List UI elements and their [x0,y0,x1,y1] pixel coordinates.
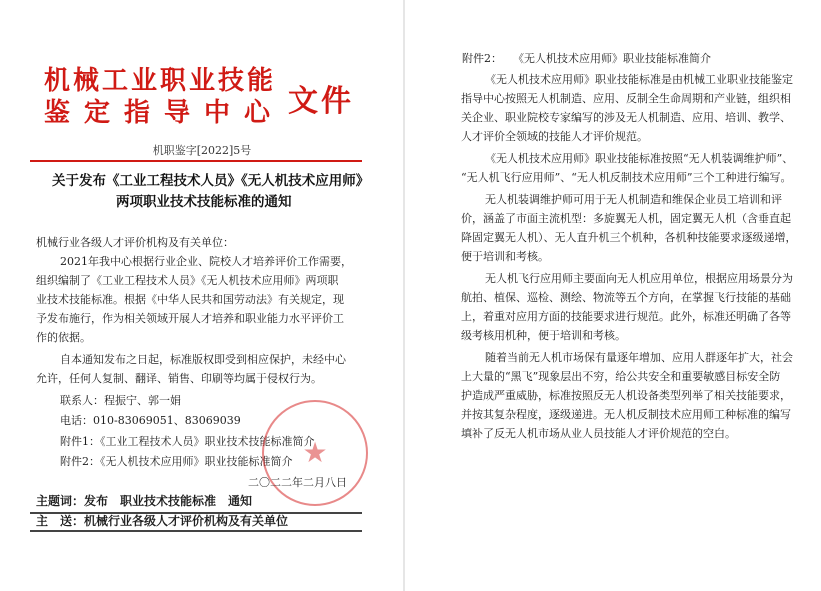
para-line: 上大量的“黑飞”现象层出不穷，给公共安全和重要敏感目标安全防 [461,370,781,383]
notice-title-line1: 关于发布《工业工程技术人员》《无人机技术应用师》 [52,173,370,189]
body-line: 允许，任何人复制、翻译、销售、印刷等均属于侵权行为。 [36,372,322,385]
footer-divider [30,530,362,532]
red-divider [30,160,362,162]
body-line: 予发布施行，作为相关领域开展人才培养和职业能力水平评价工 [36,312,344,325]
notice-page [0,0,404,591]
para-line: 《无人机技术应用师》职业技能标准按照“无人机装调维护师”、 [485,152,794,165]
body-line: 业技术技能标准。根据《中华人民共和国劳动法》有关规定，现 [36,293,344,306]
para-line: 降固定翼无人机）、无人直升机三个机种，各机种技能要求逐级递增， [461,231,797,244]
para-line: 上，着重对应用方面的技能要求进行规范。此外，标准还明确了各等 [461,310,791,323]
para-line: 护造成严重威胁，标准按照反无人机设备类型列举了相关技能要求， [461,389,791,402]
para-line: 关企业、职业院校专家编写的涉及无人机制造、应用、培训、教学、 [461,111,791,124]
para-line: 随着当前无人机市场保有量逐年增加、应用人群逐年扩大，社会 [485,351,793,364]
para-line: 人才评价全领域的技能人才评价规范。 [461,130,648,143]
seal-star-icon: ★ [302,436,328,469]
salutation: 机械行业各级人才评价机构及有关单位： [36,236,234,249]
body-line: 组织编制了《工业工程技术人员》《无人机技术应用师》两项职 [36,274,339,287]
body-line: 2021年我中心根据行业企业、院校人才培养评价工作需要， [60,255,352,268]
attachment-1-line: 附件1：《工业工程技术人员》职业技术技能标准简介 [60,435,315,448]
document-type-label: 文件 [288,84,354,119]
contact-phone: 电话：010-83069051、83069039 [60,414,241,427]
para-line: 《无人机技术应用师》职业技能标准是由机械工业职业技能鉴定 [485,73,793,86]
para-line: 指导中心按照无人机制造、应用、反制全生命周期和产业链，组织相 [461,92,791,105]
para-line: “无人机飞行应用师”、“无人机反制技术应用师”三个工种进行编写。 [461,171,792,184]
attachment-2-line: 附件2：《无人机技术应用师》职业技能标准简介 [60,455,293,468]
contact-person: 联系人：程振宁、郭一娟 [60,394,181,407]
subject-keywords: 主题词：发布 职业技术技能标准 通知 [36,494,253,508]
para-line: 价，涵盖了市面主流机型：多旋翼无人机，固定翼无人机（含垂直起 [461,212,791,225]
issuer-name-line2: 鉴定指导中心 [44,98,285,128]
attachment-page [405,0,821,591]
notice-title-line2: 两项职业技术技能标准的通知 [116,194,292,210]
para-line: 填补了反无人机市场从业人员技能人才评价规范的空白。 [461,427,736,440]
para-line: 无人机装调维护师可用于无人机制造和维保企业员工培训和评 [485,193,782,206]
body-line: 自本通知发布之日起，标准版权即受到相应保护，未经中心 [60,353,346,366]
para-line: 便于培训和考核。 [461,250,549,263]
para-line: 级考核用机种，便于培训和考核。 [461,329,626,342]
issuer-name-line1: 机械工业职业技能 [44,66,277,96]
para-line: 无人机飞行应用师主要面向无人机应用单位，根据应用场景分为 [485,272,793,285]
body-line: 作的依据。 [36,331,91,344]
recipients: 主 送：机械行业各级人才评价机构及有关单位 [36,514,289,528]
attachment-heading: 附件2： 《无人机技术应用师》职业技能标准简介 [462,52,711,65]
document-number: 机职鉴字[2022]5号 [152,144,252,157]
official-seal [262,400,368,506]
para-line: 航拍、植保、巡检、测绘、物流等五个方向，在掌握飞行技能的基础 [461,291,791,304]
issue-date: 二〇二二年二月八日 [248,476,347,489]
para-line: 并按其复杂程度，逐级递进。无人机反制技术应用师工种标准的编写 [461,408,791,421]
